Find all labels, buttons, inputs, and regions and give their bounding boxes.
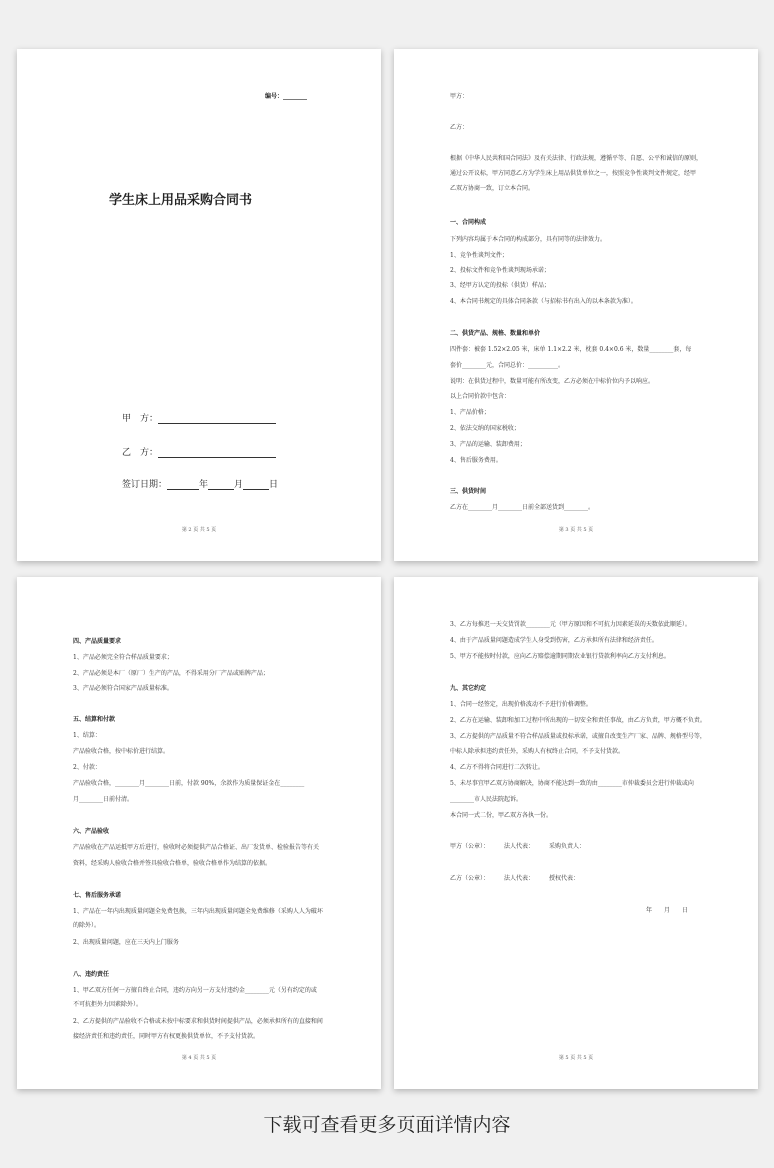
page-footer: 第 3 页 共 5 页 [558, 527, 594, 533]
section-heading: 四、产品质量要求 [73, 638, 122, 645]
date-month: 月 [234, 480, 244, 490]
page-footer: 第 5 页 共 5 页 [558, 1055, 594, 1061]
list-item: 2、乙方在运输、装卸和加工过程中所出现的一切安全和责任事故，由乙方负责，甲方概不负责。 [450, 717, 706, 724]
paragraph-line: 根据《中华人民共和国合同法》及有关法律、行政法规，遵循平等、自愿、公平和诚信的原则， [450, 155, 703, 162]
signing-date [122, 477, 278, 490]
list-item: 1、合同一经签定，出现价格波动不予进行价格调整。 [450, 701, 592, 708]
date-day: 日 [269, 480, 279, 490]
list-item: 2、产品必须是本厂（原厂）生产的产品，不得采用分厂产品或贴牌产品； [73, 670, 269, 677]
list-item: 1、产品价格； [450, 409, 490, 416]
section-heading: 五、结算和付款 [73, 716, 116, 723]
list-item: 2、依法交纳的国家税收； [450, 425, 520, 432]
date-blank [243, 481, 269, 490]
list-item: 3、产品的运输、装卸费用； [450, 441, 526, 448]
page-title: 学生床上用品采购合同书 [109, 193, 253, 208]
document-page-3 [394, 49, 758, 561]
list-item: 1、产品必须完全符合样品质量要求； [73, 654, 173, 661]
paragraph-line: 不可抗拒外力因素除外）。 [73, 1001, 143, 1008]
section-heading: 八、违约责任 [73, 971, 110, 978]
list-item: 4、售后服务费用。 [450, 457, 502, 464]
paragraph-line: 产品验收在产品运抵甲方后进行，验收时必须提供产品合格证、出厂发货单、检验报告等有关 [73, 844, 320, 851]
signature-line [158, 449, 276, 458]
party-b-label: 乙 方： [122, 448, 159, 458]
list-item: 1、结算： [73, 732, 101, 739]
list-item: 3、产品必须符合国家产品质量标准。 [73, 685, 173, 692]
paragraph-line: 以上合同价款中包含： [450, 393, 511, 400]
party-a-line: 甲方： [450, 93, 469, 100]
paragraph-line: 本合同一式二份，甲乙双方各执一份。 [450, 812, 553, 819]
paragraph-line: 通过公开议标，甲方同意乙方为学生床上用品供货单位之一，按照竞争性谈判文件规定，经甲 [450, 170, 697, 177]
section-heading: 七、售后服务承诺 [73, 892, 122, 899]
paragraph-line: 接经济责任和违约责任，同时甲方有权更换供货单位，不予支付货款。 [73, 1033, 260, 1040]
date-label: 签订日期： [122, 480, 168, 490]
paragraph-line: 套价________元，合同总价：__________。 [450, 362, 565, 369]
party-b-line: 乙方： [450, 124, 469, 131]
list-item: 2、付款： [73, 764, 101, 771]
paragraph-line: 乙方在________月________日前全部送货到________。 [450, 504, 595, 511]
party-a-label: 甲 方： [122, 414, 159, 424]
document-page-cover [17, 49, 381, 561]
paragraph-line: 说明：在供货过程中，数量可能有所改变，乙方必须在中标价位内予以响应。 [450, 378, 655, 385]
date-blank [208, 481, 234, 490]
list-item: 3、乙方提供的产品质量不符合样品质量或投标承诺，或擅自改变生产厂家、品牌、规格型号等， [450, 733, 706, 740]
paragraph-line: 乙双方协商一致，订立本合同。 [450, 185, 535, 192]
signing-date: 年 月 日 [646, 907, 689, 914]
list-item: 5、甲方不能按时付款，应向乙方赔偿逾期同期农业银行贷款利率向乙方支付利息。 [450, 653, 670, 660]
paragraph-line: 的除外）。 [73, 922, 101, 929]
signature-row-party-b: 乙方（公章）： 法人代表： 授权代表： [450, 875, 580, 882]
download-caption: 下载可查看更多页面详情内容 [263, 1114, 511, 1136]
list-item: 2、出现质量问题，应在三天内上门服务 [73, 939, 179, 946]
paragraph-line: 资料，经采购人验收合格并签具验收合格单，验收合格单作为结算的依据。 [73, 860, 272, 867]
list-item: 3、经甲方认定的投标（供货）样品； [450, 282, 550, 289]
section-heading: 三、供货时间 [450, 488, 487, 495]
date-blank [167, 481, 199, 490]
list-item: 3、乙方每推迟一天交货罚款________元（甲方原因和不可抗力因素延误的天数依此顺延）。 [450, 621, 691, 628]
paragraph-line: 下列内容均属于本合同的构成部分，具有同等的法律效力。 [450, 236, 607, 243]
document-page-4 [17, 577, 381, 1089]
list-item: 1、甲乙双方任何一方擅自终止合同，违约方向另一方支付违约金________元（另有约定的或 [73, 987, 317, 994]
list-item: 2、乙方提供的产品验收不合格或未按中标要求和供货时间提供产品，必须承担所有的直接和间 [73, 1018, 323, 1025]
section-heading: 一、合同构成 [450, 219, 487, 226]
paragraph-line: 月________日前付清。 [73, 796, 134, 803]
contract-number: 编号：________ [265, 93, 308, 100]
list-item: 4、由于产品质量问题造成学生人身受到伤害，乙方承担所有法律和经济责任。 [450, 637, 658, 644]
list-item: 4、乙方不得将合同进行二次转让。 [450, 764, 544, 771]
date-year: 年 [199, 480, 209, 490]
paragraph-line: 中标人除承担违约责任外，采购人有权终止合同，不予支付货款。 [450, 748, 625, 755]
party-b-signature [122, 445, 276, 458]
document-page-5 [394, 577, 758, 1089]
paragraph-line: 产品验收合格，________月________日前，付款 90%，余款作为质量保证金在________ [73, 780, 305, 787]
section-heading: 九、其它约定 [450, 685, 487, 692]
paragraph-line: 四件套：被套 1.52×2.05 米，床单 1.1×2.2 米，枕套 0.4×0.6 米，数量________套，每 [450, 346, 692, 353]
page-footer: 第 4 页 共 5 页 [181, 1055, 217, 1061]
section-heading: 六、产品验收 [73, 828, 110, 835]
paragraph-line: 产品验收合格，按中标价进行结算。 [73, 748, 170, 755]
list-item: 5、未尽事宜甲乙双方协商解决，协商不能达到一致的由________市仲裁委员会进行仲裁或向 [450, 780, 694, 787]
signature-row-party-a: 甲方（公章）： 法人代表： 采购负责人： [450, 843, 586, 850]
party-a-signature [122, 411, 276, 424]
signature-line [158, 415, 276, 424]
page-footer: 第 2 页 共 5 页 [181, 527, 217, 533]
list-item: 2、投标文件和竞争性谈判现场承诺； [450, 267, 550, 274]
paragraph-line: ________市人民法院起诉。 [450, 796, 523, 803]
list-item: 1、产品在一年内出现质量问题全免费包换，三年内出现质量问题全免费维修（采购人人为破坏 [73, 908, 323, 915]
list-item: 1、竞争性谈判文件； [450, 252, 508, 259]
list-item: 4、本合同书规定的具体合同条款（与招标书有出入的以本条款为准）。 [450, 298, 637, 305]
section-heading: 二、供货产品、规格、数量和单价 [450, 330, 541, 337]
